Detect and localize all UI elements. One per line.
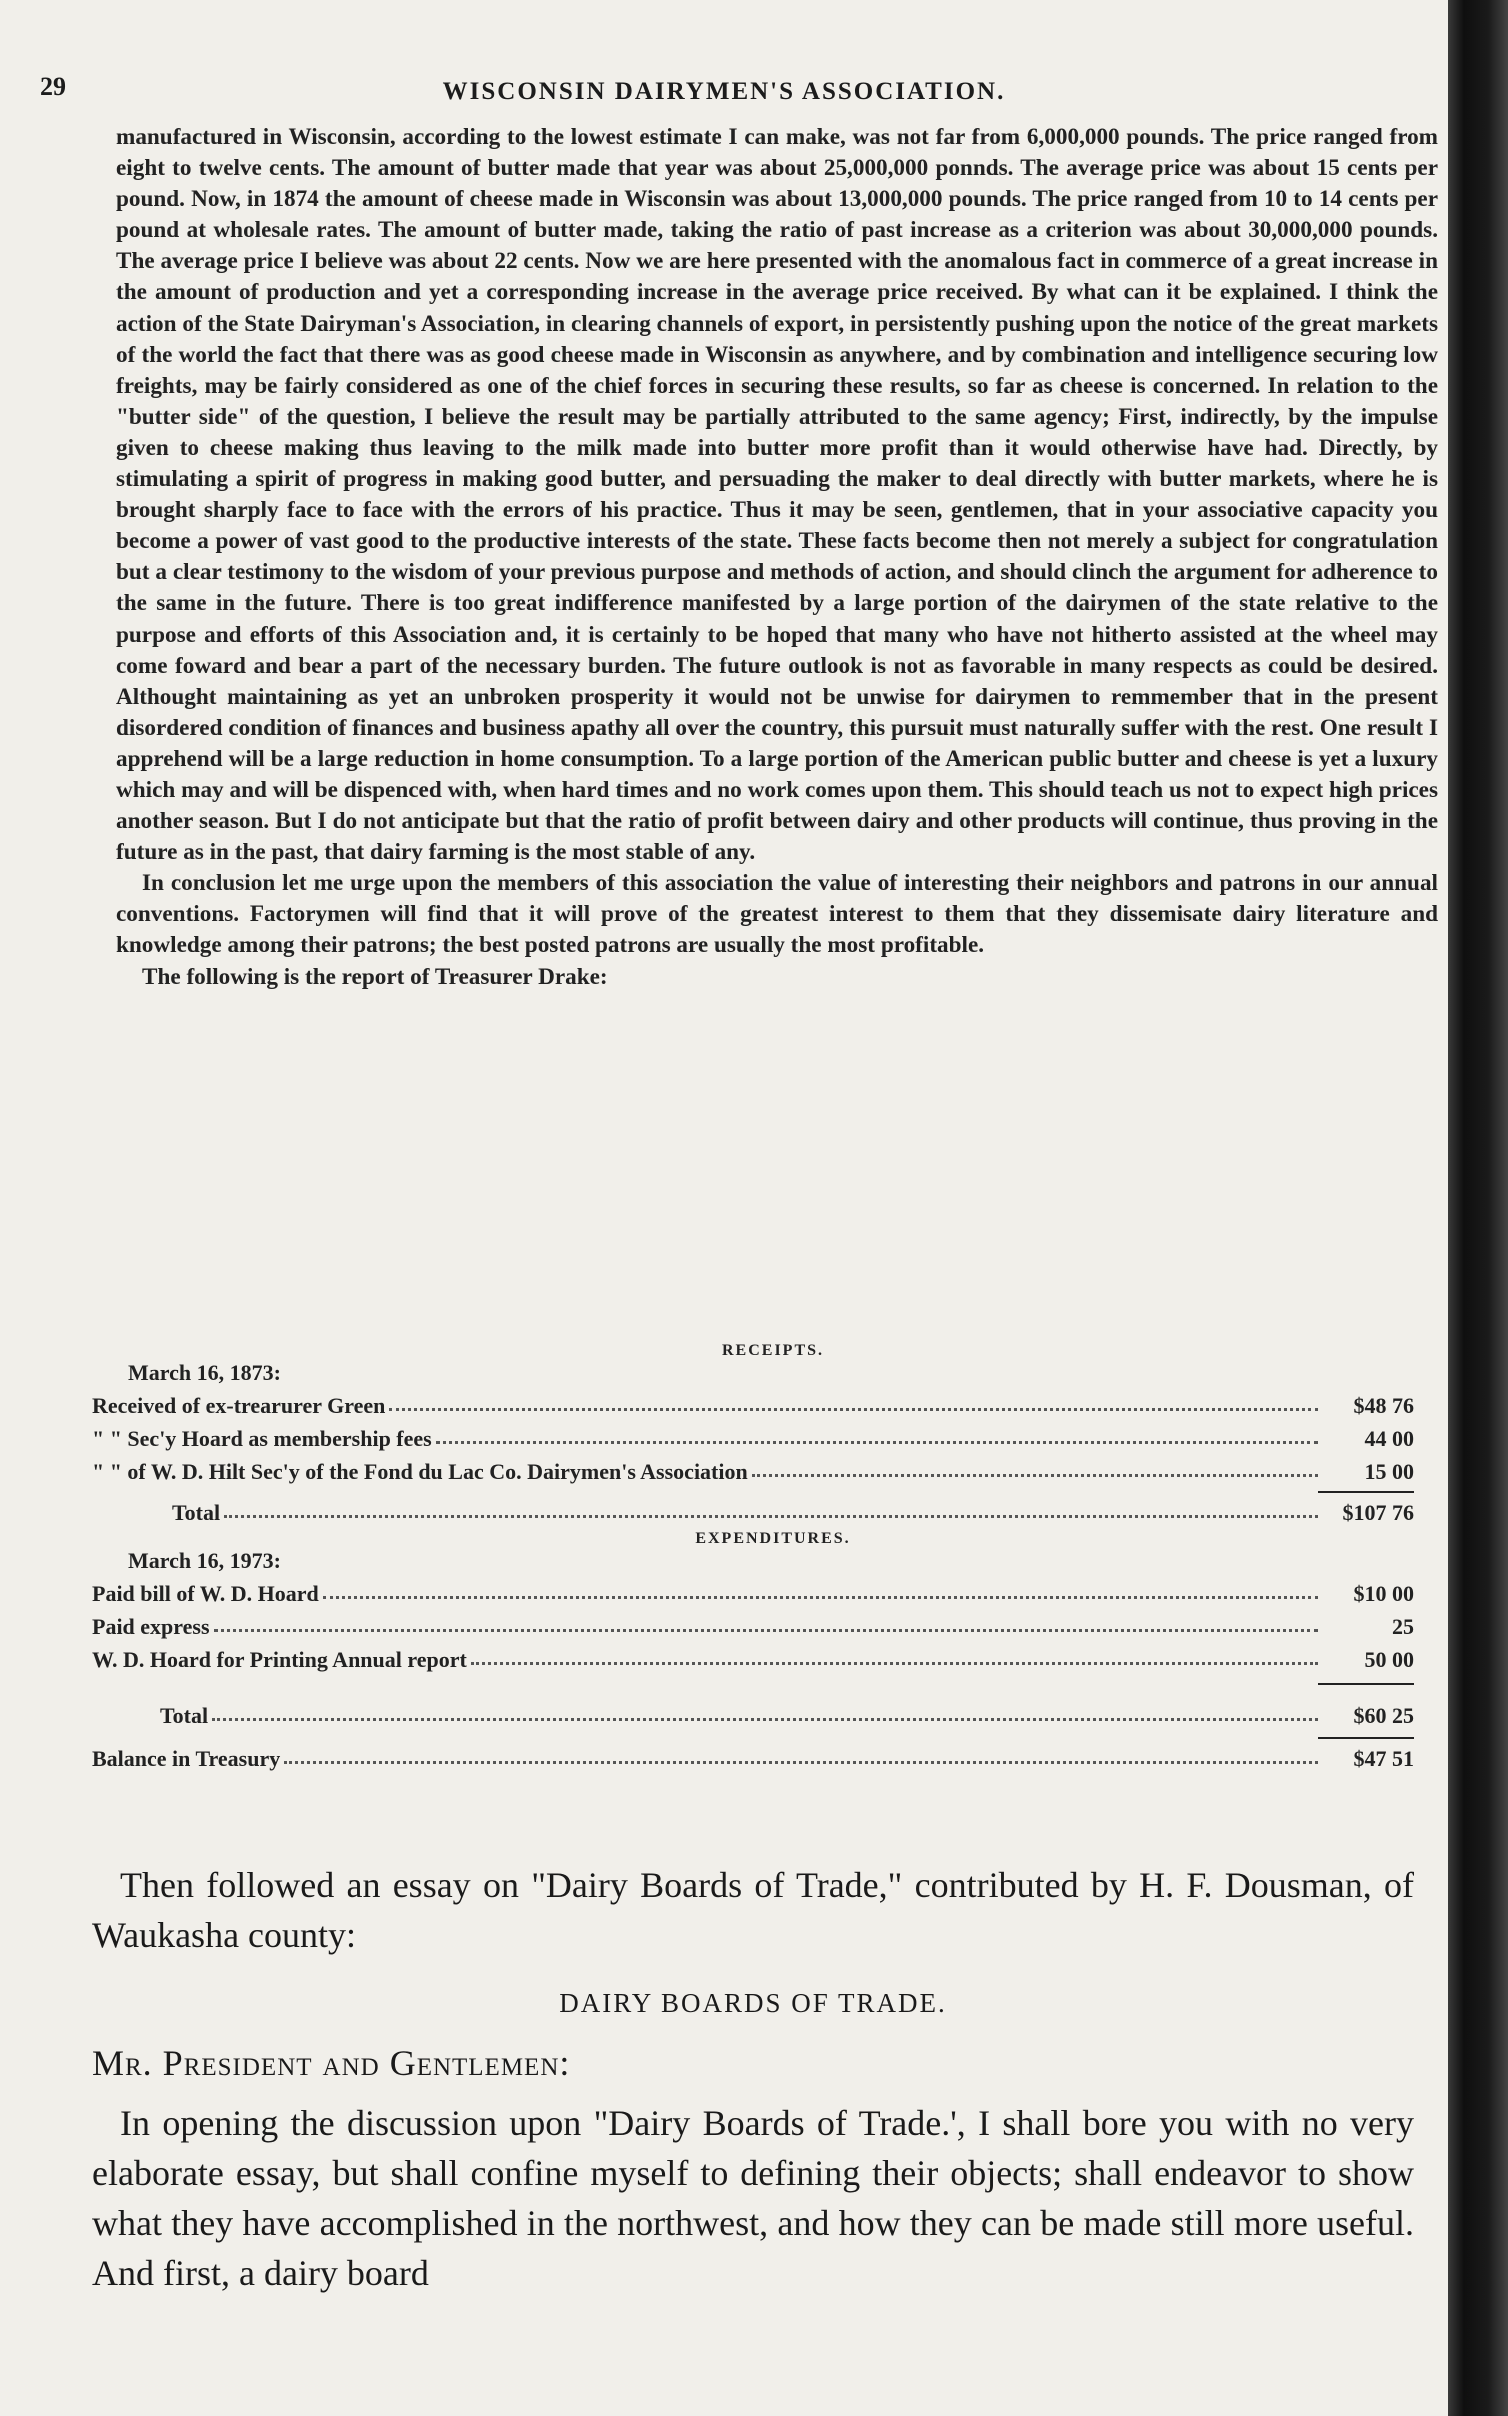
receipts-date: March 16, 1873:: [128, 1360, 281, 1385]
ledger-amount: $10 00: [1353, 1581, 1414, 1606]
ledger-row: [92, 1452, 1414, 1485]
ledger-total: $60 25: [1353, 1703, 1414, 1728]
essay-section: [92, 1860, 1414, 2298]
ledger-label: Total: [172, 1500, 221, 1525]
ledger-label: " " of W. D. Hilt Sec'y of the Fond du Lac Co. Dairymen's Association: [92, 1459, 748, 1484]
book-spine: [1448, 0, 1508, 2416]
balance-label: Balance in Treasury: [92, 1746, 281, 1771]
ledger-label: Total: [160, 1703, 209, 1728]
salutation: Mr. President and Gentlemen:: [92, 2043, 571, 2083]
ledger-label: W. D. Hoard for Printing Annual report: [92, 1647, 467, 1672]
ledger-row: [92, 1607, 1414, 1640]
ledger-row: [92, 1419, 1414, 1452]
main-text: [116, 122, 1438, 993]
ledger-amount: 44 00: [1364, 1426, 1414, 1451]
ledger-row: [92, 1640, 1414, 1673]
receipts-heading: RECEIPTS.: [721, 1342, 825, 1359]
ledger-label: Received of ex-trearurer Green: [92, 1393, 386, 1418]
ledger-row: [92, 1386, 1414, 1419]
expenditures-heading: EXPENDITURES.: [695, 1530, 851, 1547]
ledger-row: [92, 1574, 1414, 1607]
ledger-label: Paid express: [92, 1614, 210, 1639]
essay-opening: In opening the discussion upon "Dairy Boards of Trade.', I shall bore you with no very elaborate essay, but shall confine myself to defining their objects; shall endeavor to show what they have accomplished in the northwest, and how they can be made still more useful. And first, a dairy board: [92, 2103, 1414, 2293]
ledger-label: " " Sec'y Hoard as membership fees: [92, 1426, 432, 1451]
essay-intro: Then followed an essay on "Dairy Boards of Trade," contributed by H. F. Dousman, of Waukasha county:: [92, 1865, 1414, 1955]
ledger-total-row: [160, 1685, 1414, 1729]
ledger-amount: 15 00: [1364, 1459, 1414, 1484]
expenditures-section: [92, 1530, 1414, 1772]
essay-title: DAIRY BOARDS OF TRADE.: [559, 1988, 947, 2018]
paragraph: The following is the report of Treasurer Drake:: [142, 963, 608, 990]
ledger-total-row: [172, 1493, 1414, 1526]
ledger-amount: 50 00: [1364, 1647, 1414, 1672]
ledger-total: $107 76: [1342, 1500, 1414, 1525]
ledger-amount: $48 76: [1353, 1393, 1414, 1418]
paragraph: In conclusion let me urge upon the members of this association the value of interesting their neighbors and patrons in our annual conventions. Factorymen will find that it will prove of the greatest interest to them that they dissemisate dairy literature and knowledge among their patrons; the best posted patrons are usually the most profitable.: [116, 870, 1438, 959]
receipts-section: [92, 1342, 1414, 1526]
balance-row: [92, 1739, 1414, 1772]
running-title: WISCONSIN DAIRYMEN'S ASSOCIATION.: [442, 78, 1006, 105]
page-number: 29: [40, 72, 66, 101]
paragraph: manufactured in Wisconsin, according to the lowest estimate I can make, was not far from 6,000,000 pounds. The price ranged from eight to twelve cents. The amount of butter made that year was about 25,000,000 ponnds. The average price was about 15 cents per pound. Now, in 1874 the amount of cheese made in Wisconsin was about 13,000,000 pounds. The price ranged from 10 to 14 cents per pound at wholesale rates. The amount of butter made, taking the ratio of past increase as a criterion was about 30,000,000 pounds. The average price I believe was about 22 cents. Now we are here presented with the anomalous fact in commerce of a great increase in the amount of production and yet a corresponding increase in the average price received. By what can it be explained. I think the action of the State Dairyman's Association, in clearing channels of export, in persistently pushing upon the notice of the great markets of the world the fact that there was as good cheese made in Wisconsin as anywhere, and by combination and intelligence securing low freights, may be fairly considered as one of the chief forces in securing these results, so far as cheese is concerned. In relation to the "butter side" of the question, I believe the result may be partially attributed to the same agency; First, indirectly, by the impulse given to cheese making thus leaving to the milk made into butter more profit than it would otherwise have had. Directly, by stimulating a spirit of progress in making good butter, and persuading the maker to deal directly with butter markets, where he is brought sharply face to face with the errors of his practice. Thus it may be seen, gentlemen, that in your associative capacity you become a power of vast good to the productive interests of the state. These facts become then not merely a subject for congratulation but a clear testimony to the wisdom of your previous purpose and methods of action, and should clinch the argument for adherence to the same in the future. There is too great indifference manifested by a large portion of the dairymen of the state relative to the purpose and efforts of this Association and, it is certainly to be hoped that many who have not hitherto assisted at the wheel may come foward and bear a part of the necessary burden. The future outlook is not as favorable in many respects as could be desired. Althought maintaining as yet an unbroken prosperity it would not be unwise for dairymen to remmember that in the present disordered condition of finances and business apathy all over the country, this pursuit must naturally suffer with the rest. One result I apprehend will be a large reduction in home consumption. To a large portion of the American public butter and cheese is yet a luxury which may and will be dispenced with, when hard times and no work comes upon them. This should teach us not to expect high prices another season. But I do not anticipate but that the ratio of profit between dairy and other products will continue, thus proving in the future as in the past, that dairy farming is the most stable of any.: [116, 124, 1438, 866]
ledger-label: Paid bill of W. D. Hoard: [92, 1581, 319, 1606]
balance-amount: $47 51: [1353, 1746, 1414, 1771]
expenditures-date: March 16, 1973:: [128, 1548, 281, 1573]
ledger-amount: 25: [1392, 1614, 1414, 1639]
